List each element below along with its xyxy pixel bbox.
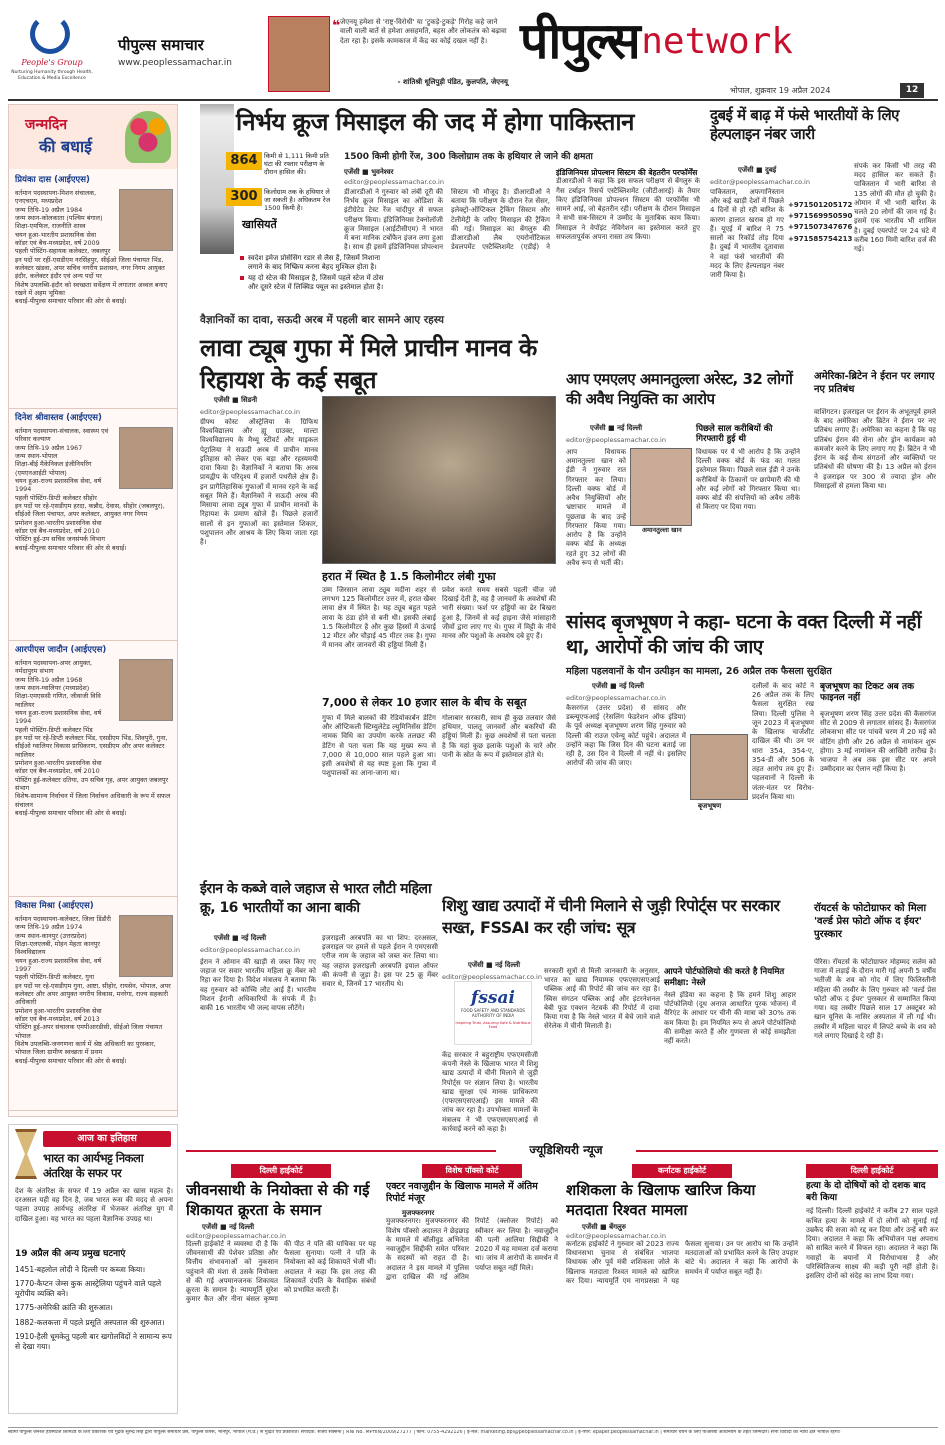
footer-rule xyxy=(8,1427,938,1428)
birthday-detail-line: चयन हुआ-राज्य प्रशासनिक सेवा, वर्ष 1997 xyxy=(15,956,102,973)
birthday-detail-line: पोस्टिंग हुई-उप सचिव जनसंपर्क विभाग xyxy=(15,535,106,544)
amanatullah-body2: विधायक पर ये भी आरोप है कि उन्होंने दिल्ली वक्फ बोर्ड के फंड का गलत इस्तेमाल किया। पिछले साल ईडी ने उनके करीबियों के ठिकानों पर छापेमारी की थी और कई लोगों को गिरफ्तार किया था। वक्फ बोर्ड की संपत्तियों को अवैध तरीके से किराए पर दिया गया। xyxy=(696,448,800,512)
footer-imprint: स्वामी पीपुल्स जनरल हॉस्पिटल लिमिटेड के लिए प्रकाशक एवं मुद्रक सुरेन्द्र सिंह द्वारा पीपुल्स समाचार प्रेस, पीपुल्स कैंपस, भानपुर, भोपाल (म.प्र.) से मुद्रित एवं प्रकाशित। संपादक: संजय सक्सेना | RNI No. MPHIN/2009/27277 | फोन: 0755-4292126 | ई-मेल: marketing.bpl@peoplessamachar.co.in | ई-पेपर: epaper.peoplessamachar.in | समाचार चयन के लिए पीआरबी अधिनियम के तहत जिम्मेदार। सभी विवादों का न्याय क्षेत्र भोपाल रहेगा। xyxy=(8,1430,841,1435)
fssai-logo-sub: FOOD SAFETY AND STANDARDS AUTHORITY OF INDIA xyxy=(461,1008,525,1019)
brijbhushan-kicker: महिला पहलवानों के यौन उत्पीड़न का मामला, 26 अप्रैल तक फैसला सुरक्षित xyxy=(566,666,832,677)
judiciary-byline: मुजफ्फरनगर xyxy=(402,1208,435,1217)
group-tagline: Nurturing Humanity through Health, Education & Media Excellence xyxy=(11,70,93,81)
bullet-icon xyxy=(240,256,244,260)
lava-body4: गुफा में मिले बालकों की रेडियोकार्बन डेटिंग और ऑप्टिकली स्टिम्युलेटेड ल्युमिनिसेंस डेटिंग नामक विधि का उपयोग करके तलछट की डेटिंग से पता चला कि यह मुख्य रूप से 7,000 से 10,000 साल पहले हुआ था। इसी अवशेषों से यह स्पष्ट हुआ कि गुफा में पशुपालकों का आना-जाना था। xyxy=(322,714,436,778)
lava-sub2: 7,000 से लेकर 10 हजार साल के बीच के सबूत xyxy=(322,696,527,709)
birthday-person-name: आरपीएस जादौन (आईएएस) xyxy=(15,645,107,655)
birthday-detail-line: विशेष उपलब्धि-इंदौर को स्वच्छता सर्वेक्षण में लगातार अव्वल बनाए रखने में अहम भूमिका xyxy=(15,280,168,297)
judiciary-body: नई दिल्ली। दिल्ली हाईकोर्ट ने करीब 27 साल पहले कथित हत्या के मामले में दो लोगों को सुनाई गई उम्रकैद की सजा को रद्द कर दिया और उन्हें बरी कर दिया। अदालत ने कहा कि अभियोजन पक्ष अपराध को साबित करने में विफल रहा। अदालत ने कहा कि गवाहों के बयानों में विरोधाभास है और परिस्थितिजन्य साक्ष्य की कड़ी पूरी नहीं होती है। इसलिए दोनों को संदेह का लाभ दिया गया। xyxy=(806,1207,938,1281)
birthday-detail-line: पहली पोस्टिंग-डिप्टी कलेक्टर, गुना xyxy=(15,973,94,982)
quote-text: जेएनयू हमेशा से 'राष्ट्र-विरोधी' या 'टुकड़े-टुकड़े' गिरोह कहे जाने वाली वाली बातें से हमेशा असहमति, बहस और लोकतंत्र को बढ़ावा देता रहा है। इसके कामकाज में केंद्र का कोई दखल नहीं है। xyxy=(340,18,507,45)
missile-features-title: खासियतें xyxy=(242,218,277,231)
masthead-rule xyxy=(8,99,938,101)
peoples-group-logo xyxy=(30,14,70,54)
birthday-person-name: विकास मिश्रा (आईएएस) xyxy=(15,901,94,911)
judiciary-tag: कर्नाटक हाईकोर्ट xyxy=(632,1164,732,1178)
fssai-side-body: नेस्ले इंडिया का कहना है कि हमने शिशु आहार पोर्टफोलियो (दूध अनाज आधारित पूरक भोजन) में वैरिएंट के आधार पर चीनी की मात्रा को 30% तक कम किया है। हम नियमित रूप से अपने पोर्टफोलियो की समीक्षा करते हैं और गुणवत्ता से कोई समझौता नहीं करते। xyxy=(664,991,796,1046)
birthday-detail-line: वर्तमान पदस्थापना-संचालक, स्वास्थ्य एवं परिवार कल्याण xyxy=(15,427,109,444)
brijbhushan-body1: कैसरगंज (उत्तर प्रदेश) से सांसद और डब्ल्यूएफआई (रेसलिंग फेडरेशन ऑफ इंडिया) के पूर्व अध्यक्ष बृजभूषण शरण सिंह गुरुवार को दिल्ली की राउज एवेन्यू कोर्ट पहुंचे। अदालत में उन्होंने कहा कि जिस दिन की घटना बताई जा रही है, उस दिन वे दिल्ली में नहीं थे। इसलिए आरोपों की जांच की जाए। xyxy=(566,704,686,768)
history-events-list xyxy=(15,1265,173,1411)
lava-story xyxy=(186,312,558,872)
birthday-detail-line: जन्म तिथि-19 अप्रैल 1967 xyxy=(15,443,83,452)
judiciary-section xyxy=(186,1140,938,1424)
dubai-byline: एजेंसी ■ दुबई xyxy=(738,166,777,174)
birthday-detail-line: प्रमोशन हुआ-भारतीय प्रशासनिक सेवा xyxy=(15,758,102,767)
birthday-detail-line: प्रमोशन हुआ-भारतीय प्रशासनिक सेवा xyxy=(15,518,102,527)
judiciary-banner: ज्यूडिशियरी न्यूज xyxy=(496,1140,636,1160)
birthday-detail-line: बधाई-पीपुल्स समाचार परिवार की ओर से बधाई। xyxy=(15,543,127,552)
birthday-detail-line: पोस्टिंग हुई-अपर संचालक एमपीआरडीसी, सीईओ जिला पंचायत भोपाल xyxy=(15,1023,163,1040)
quote-author: - शांतिश्री धूलिपुड़ी पंडित, कुलपति, जेएनयू xyxy=(397,78,508,86)
judiciary-body: मुजफ्फरनगर। मुजफ्फरनगर की विशेष पॉक्सो अदालत ने छेड़छाड़ के मामले में बॉलीवुड अभिनेता नवाजुद्दीन सिद्दीकी समेत परिवार के सदस्यों को राहत दी है। अदालत ने इस मामले में पुलिस द्वारा दाखिल की गई अंतिम रिपोर्ट (क्लोजर रिपोर्ट) को स्वीकार कर लिया है। नवाजुद्दीन की पत्नी आलिया सिद्दीकी ने 2020 में यह मामला दर्ज कराया था। जांच में आरोपों के समर्थन में पर्याप्त सबूत नहीं मिले। xyxy=(386,1217,558,1281)
stat1-text: किमी से 1,111 किमी प्रति घंटा की रफ्तार परीक्षण के दौरान हासिल की। xyxy=(264,152,329,177)
amanatullah-body1: आप विधायक अमानतुल्ला खान को ईडी ने गुरुवार रात गिरफ्तार कर लिया। दिल्ली वक्फ बोर्ड में अवैध नियुक्तियों और भ्रष्टाचार मामले में पूछताछ के बाद उन्हें गिरफ्तार किया गया। आरोप है कि उन्होंने वक्फ बोर्ड के अध्यक्ष रहते हुए 32 लोगों की अवैध रूप से भर्ती की। xyxy=(566,448,626,567)
brijbhushan-photo xyxy=(690,734,748,800)
birthday-detail-line: बधाई-पीपुल्स समाचार परिवार की ओर से बधाई। xyxy=(15,1056,127,1065)
judiciary-body: दिल्ली हाईकोर्ट ने व्यवस्था दी है कि जीवनसाथी की पेशेवर प्रतिष्ठा और वित्तीय संभावनाओं को नुकसान पहुंचाने की मंशा से उसके नियोक्ता से की गई अपमानजनक शिकायत क्रूरता के समान है। न्यायमूर्ति सुरेश कुमार कैत और नीना बंसल कृष्णा की पीठ ने पति की याचिका पर यह फैसला सुनाया। पत्नी ने पति के नियोक्ता को कई शिकायतें भेजी थीं। अदालत ने कहा कि इस तरह की शिकायतें दंपति के वैवाहिक संबंधों को प्रभावित करती हैं। xyxy=(186,1239,376,1304)
judiciary-tag: विशेष पॉक्सो कोर्ट xyxy=(422,1164,522,1178)
judiciary-headline: शशिकला के खिलाफ खारिज किया मतदाता रिश्वत मामला xyxy=(566,1181,756,1219)
missile-feature-text: स्वदेश इमेज प्रोसेसिंग रडार से लैस है, जिसमें निशाना लगाने के बाद निष्क्रिय करना बेहद मुश्किल होता है। xyxy=(248,254,381,272)
stat2-text: किलोग्राम तक के हथियार ले जा सकती है। अधिकतम रेंज 1500 किमी है। xyxy=(264,188,331,213)
missile-story xyxy=(186,104,704,254)
dubai-phone-number: +971569950590 xyxy=(788,212,853,221)
fssai-logo-text: fssai xyxy=(471,988,515,1008)
network-logo xyxy=(520,10,793,80)
iran-byline: एजेंसी ■ नई दिल्ली xyxy=(214,934,267,942)
missile-stat1 xyxy=(226,152,338,184)
fssai-body1: केंद्र सरकार ने बहुराष्ट्रीय एफएमसीजी कंपनी नेस्ले के खिलाफ भारत में शिशु खाद्य उत्पादों में चीनी मिलाने से जुड़ी रिपोर्ट्स पर संज्ञान लिया है। भारतीय खाद्य सुरक्षा एवं मानक प्राधिकरण (एफएसएसएआई) इस मामले की जांच कर रहा है। उपभोक्ता मामलों के मंत्रालय ने भी एफएसएसएआई से कार्रवाई करने को कहा है। xyxy=(442,1051,538,1133)
birthday-header xyxy=(9,105,178,169)
amanatullah-story xyxy=(562,368,802,606)
birthday-detail-line: जन्म स्थान-ग्वालियर (मध्यप्रदेश) xyxy=(15,683,90,692)
judiciary-headline: एक्टर नवाजुद्दीन के खिलाफ मामले में अंतिम रिपोर्ट मंजूर xyxy=(386,1181,538,1205)
missile-headline: निर्भय क्रूज मिसाइल की जद में होगा पाकिस्तान xyxy=(236,108,634,136)
birthday-detail-line: कॉडर एवं बैच-मध्यप्रदेश, वर्ष 2013 xyxy=(15,1014,100,1023)
birthday-detail-line: बधाई-पीपुल्स समाचार परिवार की ओर से बधाई। xyxy=(15,297,127,306)
lava-headline: लावा ट्यूब गुफा में मिले प्राचीन मानव के रिहायश के कई सबूत xyxy=(200,334,537,395)
judiciary-body: कर्नाटक हाईकोर्ट ने गुरुवार को 2023 राज्य विधानसभा चुनाव से संबंधित भाजपा विधायक और पूर्व मंत्री शशिकला जोले के खिलाफ मतदाता रिश्वत मामले को खारिज कर दिया। न्यायमूर्ति एम नागप्रसन्ना ने यह फैसला सुनाया। उन पर आरोप था कि उन्होंने मतदाताओं को प्रभावित करने के लिए उपहार बांटे थे। अदालत ने कहा कि आरोपों के समर्थन में पर्याप्त सबूत नहीं हैं। xyxy=(566,1239,798,1285)
birthday-details xyxy=(15,915,175,1065)
lava-body5: गोलाबार सरकारी, साथ ही कुछ तलवार जैसे हथियार, पालतू जानवरों और बकरियों की हड्डियां मिली हैं। कुछ अवशेषों से पता चलता है कि यहां कुछ इलाके पशुओं के चारे और पानी के स्रोत के रूप में इस्तेमाल होते थे। xyxy=(442,714,556,759)
fssai-byline: एजेंसी ■ नई दिल्ली xyxy=(468,961,521,969)
fssai-logo xyxy=(454,981,532,1045)
lava-cave-photo xyxy=(322,396,556,564)
judiciary-email: editor@peoplessamachar.co.in xyxy=(566,1231,666,1240)
lava-email: editor@peoplessamachar.co.in xyxy=(200,408,300,416)
birthday-person-name: प्रियंका दास (आईएएस) xyxy=(15,175,90,185)
missile-features-list xyxy=(240,254,388,310)
birthday-detail-line: जन्म स्थान-भोपाल xyxy=(15,451,58,460)
iran-body1: ईरान ने ओमान की खाड़ी से जब्त किए गए जहाज पर सवार भारतीय महिला क्रू मेंबर को रिहा कर दिया है। विदेश मंत्रालय ने बताया कि वह गुरुवार को कोच्चि लौट आई हैं। भारतीय मिशन ईरानी अधिकारियों के संपर्क में है। बाकी 16 भारतीय भी जल्द वापस लौटेंगे। xyxy=(200,958,316,1013)
lava-body: ग्रीफ्थ कोस्ट ऑस्ट्रेलिया के ग्रिफिथ विश्वविद्यालय और ह्यू ग्राउक्ट, माल्टा विश्वविद्यालय के मैथ्यू स्टीवर्ट और माइकल पेट्रालिया ने सऊदी अरब में प्राचीन मानव इतिहास को लेकर एक बड़ा और रहस्यमयी दावा किया है। वैज्ञानिकों ने बताया कि अरब प्रायद्वीप के परिदृश्य में हजारों पथरीले क्षेत्र हैं। इन प्रागैतिहासिक गुफाओं में मानव रहने के कई सबूत मिले हैं। वैज्ञानिकों ने सऊदी अरब की मिसाया लावा ट्यूब गुफा में प्राचीन मानवों के रिहायश के प्रमाण खोजे हैं। पिछले हजारों सालों से इन गुफाओं का इस्तेमाल शिकार, पशुपालन और आश्रय के लिए किया जाता रहा है। xyxy=(200,418,318,547)
dubai-body1: पाकिस्तान, अफगानिस्तान और कई खाड़ी देशों में पिछले 4 दिनों से हो रही बारिश के कारण हालात खराब हो गए हैं। यूएई में बारिश ने 75 सालों का रिकॉर्ड तोड़ दिया है। दुबई में भारतीय दूतावास ने वहां फंसे भारतीयों की मदद के लिए हेल्पलाइन नंबर जारी किया है। xyxy=(710,188,784,280)
history-headline: भारत का आर्यभट्ट निकला अंतरिक्ष के सफर पर xyxy=(43,1151,144,1180)
birthday-card xyxy=(9,171,178,409)
judiciary-headline: जीवनसाथी के नियोक्ता से की गई शिकायत क्रूरता के समान xyxy=(186,1181,370,1219)
birthday-detail-line: जन्म स्थान-कोलकाता (पश्चिम बंगाल) xyxy=(15,213,103,222)
usa-story xyxy=(812,368,938,608)
missile-kicker: 1500 किमी होगी रेंज, 300 किलोग्राम तक के हथियार ले जाने की क्षमता xyxy=(344,152,593,162)
birthday-details xyxy=(15,659,175,817)
amanatullah-sub: पिछले साल करीबियों की गिरफ्तारी हुई थी xyxy=(696,424,773,445)
missile-box-title: इंडिजिनियस प्रोपल्शन सिस्टम की बेहतरीन परफॉर्मेंस xyxy=(556,168,698,177)
birthday-detail-line: विशेष-सामान्य निर्वाचन में जिला निर्वाचन अधिकारी के रूप में सफल संचालन xyxy=(15,792,171,809)
fssai-email: editor@peoplessamachar.co.in xyxy=(442,973,542,981)
birthday-card xyxy=(9,641,178,897)
birthday-column xyxy=(8,104,178,1117)
brijbhushan-body2: दलीलों के बाद कोर्ट ने 26 अप्रैल तक के लिए फैसला सुरक्षित रख लिया। दिल्ली पुलिस ने जून 2023 में बृजभूषण के खिलाफ चार्जशीट दाखिल की थी। उन पर धारा 354, 354-ए, 354-डी और 506 के तहत आरोप तय हुए हैं। पहलवानों ने दिल्ली के जंतर-मंतर पर विरोध-प्रदर्शन किया था। xyxy=(752,682,814,801)
birthday-details xyxy=(15,189,175,306)
logo-suffix: network xyxy=(641,20,793,62)
dubai-story xyxy=(708,104,938,310)
missile-body: डीआरडीओ ने गुरुवार को लंबी दूरी की निर्भय क्रूज मिसाइल का ओडिशा के इंटीग्रेटेड टेस्ट रेंज चांदीपुर से सफल परीक्षण किया। इंडिजिनियस टेक्नोलॉजी क्रूज मिसाइल (आईटीसीएम) ने भारत में बना मानिक टर्बोफैन इंजन लगा हुआ है। साथ ही इसमें इंडिजिनियस प्रोपल्शन सिस्टम भी मौजूद है। डीआरडीओ ने बताया कि परीक्षण के दौरान रेंज सेंसर, इलेक्ट्रो-ऑप्टिकल ट्रैकिंग सिस्टम और टेलीमेट्री के जरिए मिसाइल की ट्रैकिंग की गई। मिसाइल का बेंगलुरु की डीआरडीओ लैब एयरोनॉटिकल डेवलपमेंट एस्टैब्लिशमेंट (एडीई) ने xyxy=(344,188,550,252)
dubai-phone-number: +971501205172 xyxy=(788,201,853,209)
birthday-detail-line: चयन हुआ-भारतीय प्रशासनिक सेवा xyxy=(15,230,96,239)
history-section xyxy=(8,1124,178,1414)
birthday-detail-line: प्रमोशन हुआ-भारतीय प्रशासनिक सेवा xyxy=(15,1006,102,1015)
birthday-detail-line: वर्तमान पदस्थापना-मिशन संचालक, एनएचएम, मध्यप्रदेश xyxy=(15,189,97,206)
amanatullah-photo xyxy=(630,448,692,526)
missile-byline: एजेंसी ■ भुवनेश्वर xyxy=(344,168,394,176)
birthday-title-top: जन्मदिन xyxy=(25,117,68,133)
history-tag: आज का इतिहास xyxy=(43,1131,171,1147)
birthday-card xyxy=(9,409,178,641)
amanatullah-headline: आप एमएलए अमानतुल्ला अरेस्ट, 32 लोगों की अवैध नियुक्ति का आरोप xyxy=(566,370,793,408)
birthday-detail-line: शिक्षा-एलएलबी, मोहन मेहता कानपुर विश्वविद्यालय xyxy=(15,939,100,957)
usa-body: वाशिंगटन। इजराइल पर ईरान के अभूतपूर्व हमले के बाद अमेरिका और ब्रिटेन ने ईरान पर नए प्रतिबंध लगाए हैं। अमेरिका का कहना है कि यह प्रतिबंध ईरान की सेना और ड्रोन कार्यक्रम को कमजोर करने के लिए लगाए गए हैं। ब्रिटेन ने भी ईरान के कई सैन्य संगठनों और व्यक्तियों पर प्रतिबंधों की घोषणा की है। 13 अप्रैल को ईरान ने इजराइल पर 300 से ज्यादा ड्रोन और मिसाइलों से हमला किया था। xyxy=(814,408,936,490)
birthday-detail-line: चयन हुआ-राज्य प्रशासनिक सेवा, वर्ष 1994 xyxy=(15,708,102,726)
birthday-detail-line: जन्म तिथि-19 अप्रैल 1968 xyxy=(15,675,83,684)
birthday-detail-line: बधाई-पीपुल्स समाचार परिवार की ओर से बधाई। xyxy=(15,808,127,817)
judiciary-items xyxy=(186,1164,938,1424)
reuters-headline: रॉयटर्स के फोटोग्राफर को मिला 'वर्ल्ड प्रेस फोटो ऑफ द ईयर' पुरस्कार xyxy=(814,903,927,940)
birthday-detail-line: चयन हुआ-राज्य प्रशासनिक सेवा, वर्ष 1994 xyxy=(15,476,102,494)
dateline: भोपाल, शुक्रवार 19 अप्रैल 2024 xyxy=(730,86,831,95)
birthday-detail-line: इन पदों पर रहीं-एसडीएम नरसिंहपुर, सीईओ जिला पंचायत भिंड, कलेक्टर खंडवा, अपर सचिव नगरीय प्रशासन, नगर निगम आयुक्त इंदौर, कलेक्टर इंदौर एवं अन्य पदों पर xyxy=(15,255,165,281)
birthday-detail-line: वर्तमान पदस्थापना-अपर आयुक्त, नर्मदापुरम संभाग xyxy=(15,659,93,676)
iran-story xyxy=(186,878,440,1134)
birthday-detail-line: शिक्षा-एमफिल, राजनीति शास्त्र xyxy=(15,222,86,231)
dubai-phone-list xyxy=(788,200,853,270)
judiciary-tag: दिल्ली हाईकोर्ट xyxy=(806,1164,938,1178)
missile-box-body: डीआरडीओ ने कहा कि इस सफल परीक्षण से बेंगलुरु के गैस टर्बाइन रिसर्च एस्टैब्लिशमेंट (जीटीआरई) के तैयार किए इंडिजिनियस प्रोपल्शन सिस्टम की परफॉर्मेंस भी सामने आई, जो बेहतरीन रही। परीक्षण के दौरान मिसाइल ने सभी सब-सिस्टम ने उम्मीद के मुताबिक काम किया। मिसाइल ने वेपॉइंट नेविगेशन का इस्तेमाल करते हुए सफलतापूर्वक अपना रास्ता तय किया। xyxy=(556,177,700,241)
stat1-number: 864 xyxy=(226,152,262,170)
paper-brand-text: पीपुल्स समाचार xyxy=(118,36,204,54)
brijbhushan-byline: एजेंसी ■ नई दिल्ली xyxy=(592,682,645,690)
usa-headline: अमेरिका-ब्रिटेन ने ईरान पर लगाए नए प्रतिबंध xyxy=(814,371,935,395)
history-body: देश के अंतरिक्ष के सफर में 19 अप्रैल का खास महत्व है। दरअसल यही वह दिन है, जब भारत रूस की मदद से अपना पहला उपग्रह आर्यभट्ट अंतरिक्ष में भेजकर अंतरिक्ष युग में दाखिल हुआ। यह भारत का पहला वैज्ञानिक उपग्रह था। xyxy=(15,1187,173,1223)
paper-brand xyxy=(118,36,204,55)
fssai-side-title: आपने पोर्टफोलियो की करते है नियमित समीक्षा: नेस्ले xyxy=(664,967,785,988)
brijbhushan-story xyxy=(562,610,938,890)
dubai-headline: दुबई में बाढ़ में फंसे भारतीयों के लिए हेल्पलाइन नंबर जारी xyxy=(710,106,899,143)
missile-stat2 xyxy=(226,188,338,216)
history-event-item: 1910-हैली धूमकेतु पहली बार खगोलविदों ने सामान्य रूप से देखा गया। xyxy=(15,1331,172,1351)
judiciary-item xyxy=(386,1164,558,1424)
brijbhushan-side-body: बृजभूषण शरण सिंह उत्तर प्रदेश की कैसरगंज सीट से 2009 से लगातार सांसद हैं। कैसरगंज लोकसभा सीट पर पांचवें चरण में 20 मई को वोटिंग होगी और 26 अप्रैल से नामांकन शुरू होगा। 3 मई नामांकन की आखिरी तारीख है। भाजपा ने अब तक इस सीट पर अपने उम्मीदवार का ऐलान नहीं किया है। xyxy=(820,710,936,774)
birthday-detail-line: जन्म तिथि-19 अप्रैल 1974 xyxy=(15,923,83,932)
birthday-detail-line: विशेष उपलब्धि-जनगणना कार्य में श्रेष्ठ अधिकारी का पुरस्कार, भोपाल जिला ग्रामीण स्वच्छता में प्रथम xyxy=(15,1039,156,1057)
group-name: People's Group xyxy=(21,58,83,67)
birthday-details xyxy=(15,427,175,552)
lava-kicker: वैज्ञानिकों का दावा, सऊदी अरब में पहली बार सामने आए रहस्य xyxy=(200,314,444,326)
amanatullah-caption: अमानतुल्ला खान xyxy=(642,526,682,534)
birthday-detail-line: इन पदों पर रहे-एसडीएम हरदा, कन्नौद, देवास, सीहोर (जबलपुर), सीईओ जिला पंचायत, अपर कलेक्टर, आयुक्त नगर निगम xyxy=(15,501,165,519)
judiciary-item xyxy=(806,1164,938,1424)
judiciary-byline: एजेंसी ■ बेंगलुरु xyxy=(582,1223,626,1231)
lava-body2: उम्म जिरसान लावा ट्यूब मदीना शहर से लगभग 125 किलोमीटर उत्तर में, हरात खैबर लावा क्षेत्र में स्थित है। यह ट्यूब बहुत पहले लावा के ठंडा होने से बनी थी। इसकी लंबाई 1.5 किलोमीटर है और कुछ हिस्सों में ऊंचाई 12 मीटर और चौड़ाई 45 मीटर तक है। गुफा में मानव और जानवरों की हड्डियां मिली हैं। xyxy=(322,586,436,650)
fssai-story xyxy=(442,895,798,1150)
lava-body3: प्रवेश करते समय सबसे पहली चीज जो दिखाई देती है, वह है जानवरों के अवशेषों की भारी संख्या। फर्श पर हड्डियों का ढेर बिखरा हुआ है, जिनमें से कई हाइना जैसे मांसाहारी जीवों द्वारा लाए गए थे। गुफा में मिट्टी के नीचे मानव और पशुओं के अवशेष दबे हुए हैं। xyxy=(442,586,556,641)
brijbhushan-headline: सांसद बृजभूषण ने कहा- घटना के वक्त दिल्ली में नहीं था, आरोपों की जांच की जाए xyxy=(566,611,922,658)
birthday-detail-line: इन पदों पर रहे-एसडीएम गुना, आष्टा, सीहोर, रायसेन, भोपाल, अपर कलेक्टर और अपर आयुक्त नगरीय विकास, मनरेगा, राज्य सहकारी अधिकारी xyxy=(15,981,171,1007)
logo-main: पीपुल्स xyxy=(520,12,639,70)
missile-feature-item xyxy=(240,254,388,272)
judiciary-item xyxy=(186,1164,376,1424)
judiciary-tag: दिल्ली हाईकोर्ट xyxy=(231,1164,331,1178)
stat2-number: 300 xyxy=(226,188,262,206)
history-event-item: 1775-अमेरिकी क्रांति की शुरुआत। xyxy=(15,1303,113,1313)
hourglass-icon xyxy=(15,1129,37,1179)
birthday-detail-line: पहली पोस्टिंग-डिप्टी कलेक्टर भिंड xyxy=(15,725,93,734)
dubai-body2: संपर्क कर किसी भी तरह की मदद हासिल कर सकते हैं। पाकिस्तान में भारी बारिश से 135 लोगों की मौत हो चुकी है। ओमान में भी भारी बारिश के चलते 20 लोगों की जान गई है। इसमें एक भारतीय भी शामिल है। दुबई एयरपोर्ट पर 24 घंटे में करीब 160 मिमी बारिश दर्ज की गई। xyxy=(854,162,936,254)
fssai-logo-tag: Inspiring Trust, Assuring Safe & Nutritious Food xyxy=(455,1020,531,1030)
birthday-card xyxy=(9,897,178,1111)
judiciary-email: editor@peoplessamachar.co.in xyxy=(186,1231,286,1240)
birthday-detail-line: कॉडर एवं बैच-मध्यप्रदेश, वर्ष 2009 xyxy=(15,238,100,247)
birthday-detail-line: जन्म स्थान-कानपुर (उत्तरप्रदेश) xyxy=(15,931,87,940)
reuters-body: पेरिस। रॉयटर्स के फोटोग्राफर मोहम्मद सलेम को गाजा में लड़ाई के दौरान मारी गई अपनी 5 वर्षीय भतीजी के शव को गोद में लिए फिलिस्तीनी महिला की तस्वीर के लिए गुरुवार को 'वर्ल्ड प्रेस फोटो ऑफ द ईयर' पुरस्कार से सम्मानित किया गया। यह तस्वीर पिछले साल 17 अक्टूबर को खान यूनिस के नासिर अस्पताल में ली गई थी। तस्वीर में महिला चादर में लिपटे बच्चे के शव को गले लगाए दिखाई दे रही है। xyxy=(814,958,936,1040)
birthday-detail-line: पहली पोस्टिंग-डिप्टी कलेक्टर सीहोर xyxy=(15,493,97,502)
birthday-detail-line: शिक्षा-एमएससी गणित, जीवाजी विवि ग्वालियर xyxy=(15,692,101,709)
judiciary-headline: हत्या के दो दोषियों को दो दशक बाद बरी किया xyxy=(806,1181,926,1203)
birthday-title-bottom: की बधाई xyxy=(39,137,92,156)
history-events-title: 19 अप्रैल की अन्य प्रमुख घटनाएं xyxy=(15,1249,126,1259)
quote-mark-icon: ❝ xyxy=(332,18,341,34)
dubai-phone-number: +971507347676 xyxy=(788,223,853,232)
missile-feature-text: यह दो स्टेज की मिसाइल है, जिसमें पहले स्टेज में ठोस और दूसरे स्टेज में लिक्विड फ्यूल का इस्तेमाल होता है। xyxy=(248,274,384,292)
dubai-phone-number: +971585754213 xyxy=(788,234,853,243)
bullet-icon xyxy=(240,276,244,280)
history-event-item: 1451-बहलोल लोदी ने दिल्ली पर कब्जा किया। xyxy=(15,1265,146,1274)
dubai-email: editor@peoplessamachar.co.in xyxy=(710,178,810,186)
amanatullah-email: editor@peoplessamachar.co.in xyxy=(566,436,666,444)
amanatullah-byline: एजेंसी ■ नई दिल्ली xyxy=(590,424,643,432)
judiciary-item xyxy=(566,1164,798,1424)
brijbhushan-side-title: बृजभूषण का टिकट अब तक फाइनल नहीं xyxy=(820,682,915,704)
website-url: www.peoplessamachar.in xyxy=(118,58,232,68)
birthday-detail-line: वर्तमान पदस्थापना-कलेक्टर, जिला डिंडौरी xyxy=(15,915,111,923)
masthead xyxy=(0,0,945,102)
judiciary-byline: एजेंसी ■ नई दिल्ली xyxy=(202,1223,255,1231)
birthday-detail-line: पोस्टिंग हुई-कलेक्टर दतिया, उप सचिव गृह, अपर आयुक्त जबलपुर संभाग xyxy=(15,775,169,792)
birthday-detail-line: पहली पोस्टिंग-सहायक कलेक्टर, जबलपुर xyxy=(15,247,111,256)
brijbhushan-email: editor@peoplessamachar.co.in xyxy=(566,694,666,702)
birthday-detail-line: कॉडर एवं बैच-मध्यप्रदेश, वर्ष 2010 xyxy=(15,767,100,776)
birthday-list xyxy=(9,171,178,1116)
page-number: 12 xyxy=(900,83,924,98)
fssai-headline: शिशु खाद्य उत्पादों में चीनी मिलाने से जुड़ी रिपोर्ट्स पर सरकार सख्त, FSSAI कर रही जांच: सूत्र xyxy=(442,896,780,937)
lava-byline: एजेंसी ■ सिडनी xyxy=(214,396,258,404)
reuters-story xyxy=(812,900,938,1132)
iran-email: editor@peoplessamachar.co.in xyxy=(200,946,300,954)
missile-email: editor@peoplessamachar.co.in xyxy=(344,178,444,186)
birthday-detail-line: शिक्षा-बीई मैकेनिकल इंजीनियरिंग (एमएनआईटी भोपाल) xyxy=(15,460,92,477)
birthday-detail-line: जन्म तिथि-19 अप्रैल 1984 xyxy=(15,205,83,214)
birthday-detail-line: कॉडर एवं बैच-मध्यप्रदेश, वर्ष 2010 xyxy=(15,526,100,535)
iran-body2: इजराइली अरबपति का था शिप: दरअसल, इजराइल पर हमले से पहले ईरान ने एमएससी एरीज नाम के जहाज को जब्त कर लिया था। यह जहाज इजराइली अरबपति इयाल ऑफर की कंपनी से जुड़ा है। इस पर 25 क्रू मेंबर सवार थे, जिनमें 17 भारतीय थे। xyxy=(322,934,438,989)
flower-bouquet-icon xyxy=(125,111,171,163)
history-event-item: 1770-कैप्टन जेम्स कुक आस्ट्रेलिया पहुंचने वाले पहले यूरोपीय व्यक्ति बने। xyxy=(15,1279,162,1299)
history-event-item: 1882-कलकत्ता में पहले प्रसूति अस्पताल की शुरुआत। xyxy=(15,1317,165,1327)
iran-headline: ईरान के कब्जे वाले जहाज से भारत लौटी महिला क्रू, 16 भारतीयों का आना बाकी xyxy=(200,881,432,916)
lava-sub1: हरात में स्थित है 1.5 किलोमीटर लंबी गुफा xyxy=(322,570,496,583)
missile-box xyxy=(556,168,700,254)
birthday-person-name: दिनेश श्रीवास्तव (आईएएस) xyxy=(15,413,102,423)
missile-story-extension xyxy=(186,254,236,310)
quote-author-photo xyxy=(268,16,330,92)
birthday-detail-line: इन पदों पर रहे-डिप्टी कलेक्टर भिंड, एसडीएम भिंड, शिवपुरी, गुना, सीईओ ग्वालियर विकास प्राधिकरण, एसडीएम और अपर कलेक्टर ग्वालियर xyxy=(15,733,168,759)
brijbhushan-caption: बृजभूषण xyxy=(698,802,722,810)
missile-feature-item xyxy=(240,274,388,292)
fssai-body2: सरकारी सूत्रों से मिली जानकारी के अनुसार, भारत का खाद्य नियामक एफएसएसएआई पब्लिक आई की रिपोर्ट की जांच कर रहा है। स्विस संगठन पब्लिक आई और इंटरनेशनल बेबी फूड एक्शन नेटवर्क की रिपोर्ट में दावा किया गया है कि नेस्ले भारत में बेचे जाने वाले सेरेलेक में चीनी मिलाती है। xyxy=(544,967,660,1031)
